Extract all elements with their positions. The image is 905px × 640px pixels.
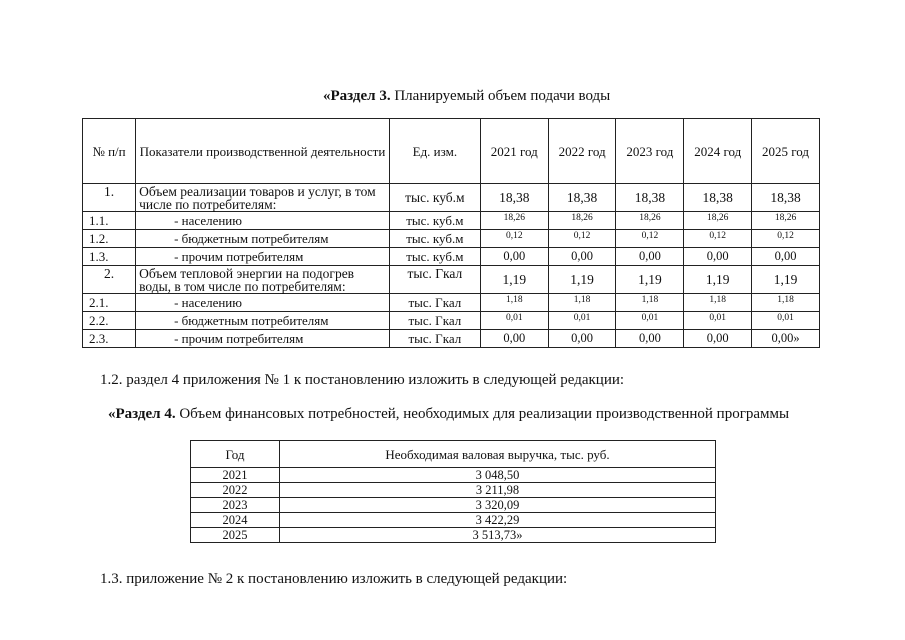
row-year: 2022 bbox=[191, 483, 280, 498]
table-row bbox=[83, 330, 820, 348]
row-value: 0,01 bbox=[752, 312, 820, 330]
row-value: 18,26 bbox=[548, 212, 616, 230]
row-unit: тыс. куб.м bbox=[389, 230, 480, 248]
row-year: 2025 bbox=[191, 528, 280, 543]
row-value: 18,38 bbox=[548, 184, 616, 212]
row-number: 1.2. bbox=[83, 230, 136, 248]
row-value: 0,12 bbox=[548, 230, 616, 248]
row-value: 1,18 bbox=[684, 294, 752, 312]
row-unit: тыс. Гкал bbox=[389, 294, 480, 312]
row-value: 0,00 bbox=[616, 330, 684, 348]
row-number: 1.3. bbox=[83, 248, 136, 266]
row-value: 0,00 bbox=[480, 248, 548, 266]
row-value: 0,00 bbox=[548, 330, 616, 348]
row-value: 18,26 bbox=[752, 212, 820, 230]
table-row bbox=[191, 468, 716, 483]
row-unit: тыс. Гкал bbox=[389, 330, 480, 348]
row-value: 1,19 bbox=[548, 266, 616, 294]
row-value: 0,00 bbox=[684, 330, 752, 348]
paragraph-1-3: 1.3. приложение № 2 к постановлению изложить в следующей редакции: bbox=[100, 571, 568, 587]
row-value: 1,18 bbox=[480, 294, 548, 312]
water-supply-table bbox=[82, 118, 820, 348]
table-header-row bbox=[83, 119, 820, 184]
row-value: 0,00 bbox=[684, 248, 752, 266]
row-value: 18,38 bbox=[684, 184, 752, 212]
table-row bbox=[191, 483, 716, 498]
row-value: 0,00 bbox=[548, 248, 616, 266]
col-header-revenue: Необходимая валовая выручка, тыс. руб. bbox=[280, 441, 716, 468]
row-number: 2.1. bbox=[83, 294, 136, 312]
table-row bbox=[191, 513, 716, 528]
col-header-indicator: Показатели производственной деятельности bbox=[136, 119, 390, 184]
row-label: Объем тепловой энергии на подогрев воды, в том числе по потребителям: bbox=[136, 266, 390, 294]
row-number: 1. bbox=[83, 184, 136, 212]
row-unit: тыс. Гкал bbox=[389, 312, 480, 330]
row-value: 1,18 bbox=[616, 294, 684, 312]
col-header-year: 2021 год bbox=[480, 119, 548, 184]
row-value: 0,00 bbox=[480, 330, 548, 348]
row-value: 0,12 bbox=[684, 230, 752, 248]
row-label: Объем реализации товаров и услуг, в том числе по потребителям: bbox=[136, 184, 390, 212]
section-3-prefix: «Раздел 3. bbox=[323, 88, 391, 104]
section-4-title: Объем финансовых потребностей, необходимых для реализации производственной программы bbox=[175, 406, 790, 422]
table-row bbox=[83, 184, 820, 212]
col-header-year: 2023 год bbox=[616, 119, 684, 184]
row-number: 2.3. bbox=[83, 330, 136, 348]
table-row bbox=[191, 498, 716, 513]
row-value: 18,26 bbox=[480, 212, 548, 230]
table-row bbox=[83, 248, 820, 266]
row-year: 2021 bbox=[191, 468, 280, 483]
row-value: 0,00 bbox=[752, 248, 820, 266]
row-revenue: 3 048,50 bbox=[280, 468, 716, 483]
row-value: 18,38 bbox=[480, 184, 548, 212]
row-value: 18,26 bbox=[616, 212, 684, 230]
row-number: 1.1. bbox=[83, 212, 136, 230]
section-3-title: Планируемый объем подачи воды bbox=[390, 88, 611, 104]
row-value: 0,12 bbox=[616, 230, 684, 248]
section-3-heading bbox=[323, 88, 610, 105]
row-label: - населению bbox=[136, 294, 390, 312]
row-label: - бюджетным потребителям bbox=[136, 312, 390, 330]
table-row bbox=[83, 212, 820, 230]
row-unit: тыс. куб.м bbox=[389, 248, 480, 266]
row-value: 1,19 bbox=[480, 266, 548, 294]
row-value: 1,19 bbox=[684, 266, 752, 294]
table-row bbox=[83, 294, 820, 312]
row-year: 2024 bbox=[191, 513, 280, 528]
row-revenue: 3 422,29 bbox=[280, 513, 716, 528]
row-value: 0,00» bbox=[752, 330, 820, 348]
row-value: 1,18 bbox=[752, 294, 820, 312]
row-unit: тыс. Гкал bbox=[389, 266, 480, 294]
row-label: - населению bbox=[136, 212, 390, 230]
row-value: 0,01 bbox=[616, 312, 684, 330]
row-value: 0,01 bbox=[548, 312, 616, 330]
row-unit: тыс. куб.м bbox=[389, 184, 480, 212]
revenue-table bbox=[190, 440, 716, 543]
row-label: - прочим потребителям bbox=[136, 248, 390, 266]
row-value: 18,26 bbox=[684, 212, 752, 230]
col-header-year: 2025 год bbox=[752, 119, 820, 184]
section-4-prefix: «Раздел 4. bbox=[108, 406, 176, 422]
row-unit: тыс. куб.м bbox=[389, 212, 480, 230]
row-number: 2. bbox=[83, 266, 136, 294]
row-value: 18,38 bbox=[752, 184, 820, 212]
col-header-year: 2022 год bbox=[548, 119, 616, 184]
row-value: 1,18 bbox=[548, 294, 616, 312]
row-revenue: 3 320,09 bbox=[280, 498, 716, 513]
section-4-heading bbox=[108, 406, 789, 423]
col-header-year: 2024 год bbox=[684, 119, 752, 184]
table-row bbox=[191, 528, 716, 543]
row-value: 0,01 bbox=[684, 312, 752, 330]
row-revenue: 3 513,73» bbox=[280, 528, 716, 543]
table-row bbox=[83, 312, 820, 330]
table-row bbox=[83, 266, 820, 294]
col-header-year: Год bbox=[191, 441, 280, 468]
col-header-num: № п/п bbox=[83, 119, 136, 184]
paragraph-1-2: 1.2. раздел 4 приложения № 1 к постановлению изложить в следующей редакции: bbox=[100, 372, 625, 388]
row-value: 1,19 bbox=[616, 266, 684, 294]
row-value: 0,12 bbox=[752, 230, 820, 248]
row-value: 0,00 bbox=[616, 248, 684, 266]
row-revenue: 3 211,98 bbox=[280, 483, 716, 498]
table-header-row bbox=[191, 441, 716, 468]
col-header-unit: Ед. изм. bbox=[389, 119, 480, 184]
row-value: 0,01 bbox=[480, 312, 548, 330]
row-number: 2.2. bbox=[83, 312, 136, 330]
table-row bbox=[83, 230, 820, 248]
row-year: 2023 bbox=[191, 498, 280, 513]
row-label: - прочим потребителям bbox=[136, 330, 390, 348]
row-value: 1,19 bbox=[752, 266, 820, 294]
row-value: 0,12 bbox=[480, 230, 548, 248]
row-label: - бюджетным потребителям bbox=[136, 230, 390, 248]
row-value: 18,38 bbox=[616, 184, 684, 212]
